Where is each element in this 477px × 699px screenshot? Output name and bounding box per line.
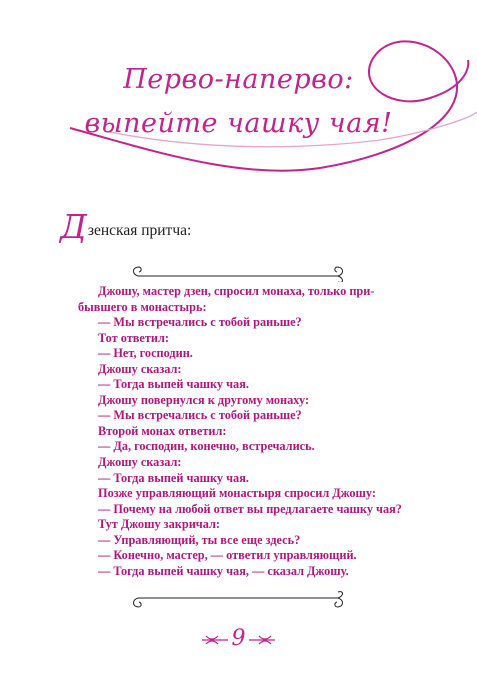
story-line: — Нет, господин.: [98, 346, 193, 361]
story-line: — Конечно, мастер, — ответил управляющий.: [98, 548, 357, 563]
story-line: — Мы встречались с тобой раньше?: [98, 315, 302, 330]
heading-line-1: Перво-наперво:: [123, 64, 354, 95]
story-line: Позже управляющий монастыря спросил Джошу:: [98, 486, 376, 501]
decorative-swirl: [0, 0, 477, 200]
story-line: бывшего в монастырь:: [78, 299, 207, 314]
story-line: Джошу сказал:: [98, 455, 182, 470]
intro-line: [60, 207, 192, 246]
story-line: Джошу повернулся к другому монаху:: [98, 392, 310, 407]
drop-cap: Д: [60, 207, 87, 246]
story-line: — Управляющий, ты все еще здесь?: [98, 532, 301, 547]
story-line: — Тогда выпей чашку чая, — сказал Джошу.: [98, 563, 349, 578]
heading-line-2: выпейте чашку чая!: [84, 108, 393, 139]
story-line: — Да, господин, конечно, встречались.: [98, 439, 315, 454]
story-line: Джошу сказал:: [98, 361, 182, 376]
swirl-main-stroke: [70, 41, 468, 170]
story-line: Второй монах ответил:: [98, 423, 227, 438]
story-line: — Тогда выпей чашку чая.: [98, 470, 249, 485]
page-number-ornament-right: [247, 634, 277, 646]
story-line: — Почему на любой ответ вы предлагаете чашку чая?: [98, 501, 402, 516]
story-line: Джошу, мастер дзен, спросил монаха, только при-: [98, 284, 375, 298]
story-text: [78, 284, 408, 579]
top-divider-ornament: [128, 262, 348, 282]
story-line: — Мы встречались с тобой раньше?: [98, 408, 302, 423]
page-number: 9: [231, 626, 246, 651]
intro-text: зенская притча:: [87, 222, 192, 239]
story-line: Тот ответил:: [98, 330, 169, 345]
bottom-divider-ornament: [128, 590, 348, 610]
story-line: Тут Джошу закричал:: [98, 517, 220, 532]
story-line: — Тогда выпей чашку чая.: [98, 377, 249, 392]
